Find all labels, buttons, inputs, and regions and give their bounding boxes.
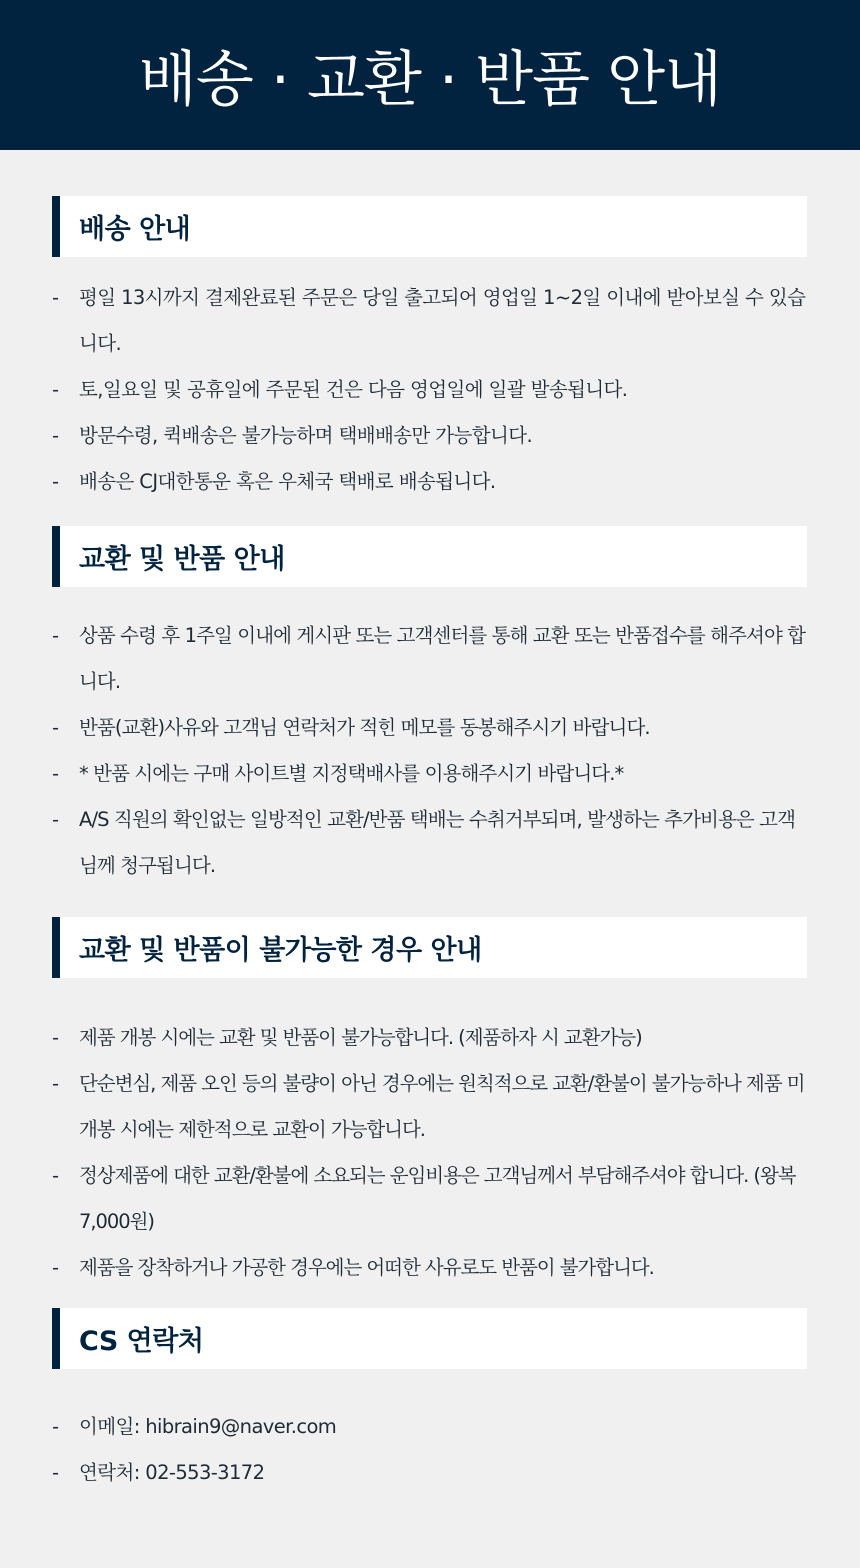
list-item [52, 413, 812, 459]
list-item [52, 1153, 812, 1245]
bullet-dash: - [52, 716, 59, 739]
page-header [0, 0, 860, 150]
list-item [52, 705, 812, 751]
shipping-info-list [52, 275, 812, 505]
list-item-text: 반품(교환)사유와 고객님 연락처가 적힌 메모를 동봉해주시기 바랍니다. [79, 716, 650, 739]
list-item-text: 제품을 장착하거나 가공한 경우에는 어떠한 사유로도 반품이 불가합니다. [79, 1256, 654, 1279]
list-item-text: A/S 직원의 확인없는 일방적인 교환/반품 택배는 수취거부되며, 발생하는 추가비용은 고객님께 청구됩니다. [79, 808, 796, 877]
bullet-dash: - [52, 1026, 58, 1049]
non-returnable-list [52, 1015, 812, 1291]
list-item [52, 1245, 812, 1291]
section-heading: 교환 및 반품이 불가능한 경우 안내 [79, 935, 482, 966]
cs-contact-list [52, 1404, 812, 1496]
page-title: 배송 · 교환 · 반품 안내 [138, 45, 722, 115]
list-item [52, 1015, 812, 1061]
bullet-dash: - [52, 1256, 58, 1279]
bullet-dash: - [52, 624, 59, 647]
section-heading: 배송 안내 [79, 214, 191, 245]
list-item-text: * 반품 시에는 구매 사이트별 지정택배사를 이용해주시기 바랍니다.* [79, 762, 624, 785]
bullet-dash: - [52, 470, 59, 493]
list-item-text: 방문수령, 퀵배송은 불가능하며 택배배송만 가능합니다. [79, 424, 533, 447]
section-heading: CS 연락처 [79, 1326, 204, 1357]
list-item [52, 275, 812, 367]
list-item [52, 367, 812, 413]
bullet-dash: - [52, 378, 59, 401]
list-item-text: 제품 개봉 시에는 교환 및 반품이 불가능합니다. (제품하자 시 교환가능) [79, 1026, 642, 1049]
email-text: 이메일: hibrain9@naver.com [79, 1415, 337, 1438]
list-item-text: 평일 13시까지 결제완료된 주문은 당일 출고되어 영업일 1~2일 이내에 받아보실 수 있습니다. [79, 286, 806, 355]
bullet-dash: - [52, 1164, 58, 1187]
list-item [52, 751, 812, 797]
bullet-dash: - [52, 808, 59, 831]
phone-item [52, 1450, 812, 1496]
list-item-text: 정상제품에 대한 교환/환불에 소요되는 운임비용은 고객님께서 부담해주셔야 합니다. (왕복 7,000원) [79, 1164, 796, 1233]
list-item [52, 1061, 812, 1153]
bullet-dash: - [52, 424, 59, 447]
list-item [52, 459, 812, 505]
email-item [52, 1404, 812, 1450]
section-title-non-returnable [52, 917, 807, 978]
bullet-dash: - [52, 1072, 58, 1095]
exchange-return-list [52, 613, 812, 889]
bullet-dash: - [52, 286, 59, 309]
list-item [52, 797, 812, 889]
list-item-text: 상품 수령 후 1주일 이내에 게시판 또는 고객센터를 통해 교환 또는 반품접수를 해주셔야 합니다. [79, 624, 806, 693]
list-item-text: 배송은 CJ대한통운 혹은 우체국 택배로 배송됩니다. [79, 470, 496, 493]
bullet-dash: - [52, 1461, 59, 1484]
section-title-exchange-return [52, 526, 807, 587]
bullet-dash: - [52, 1415, 59, 1438]
list-item [52, 613, 812, 705]
section-heading: 교환 및 반품 안내 [79, 544, 285, 575]
section-title-cs-contact [52, 1308, 807, 1369]
phone-text: 연락처: 02-553-3172 [79, 1461, 265, 1484]
section-title-shipping [52, 196, 807, 257]
bullet-dash: - [52, 762, 59, 785]
list-item-text: 토,일요일 및 공휴일에 주문된 건은 다음 영업일에 일괄 발송됩니다. [79, 378, 628, 401]
list-item-text: 단순변심, 제품 오인 등의 불량이 아닌 경우에는 원칙적으로 교환/환불이 불가능하나 제품 미개봉 시에는 제한적으로 교환이 가능합니다. [79, 1072, 805, 1141]
